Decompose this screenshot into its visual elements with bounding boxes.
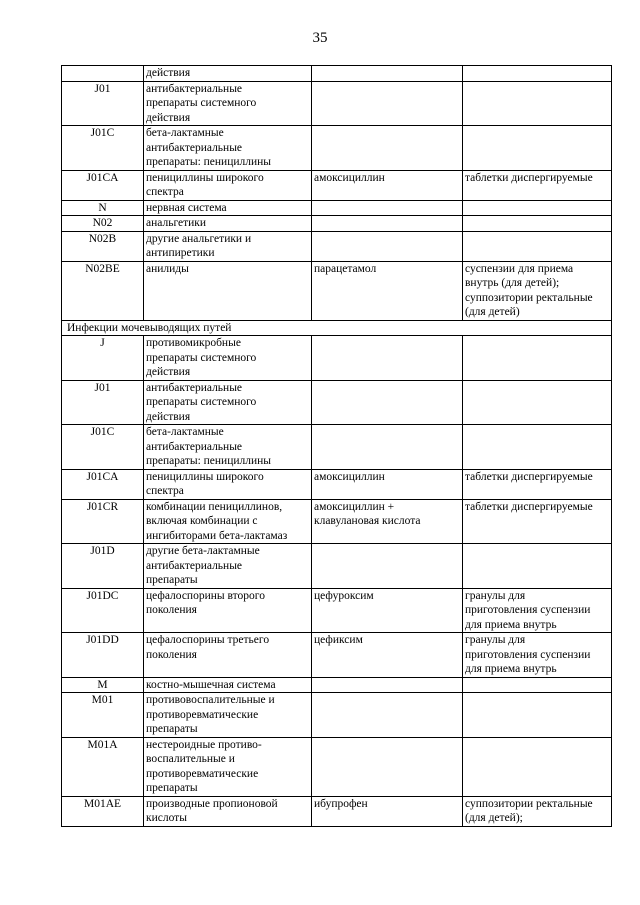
drug-name-cell bbox=[312, 380, 463, 425]
table-row bbox=[62, 499, 612, 544]
atc-code-cell bbox=[62, 66, 144, 82]
dosage-form-cell: таблетки диспергируемые bbox=[463, 170, 612, 200]
atc-code-cell: N02BE bbox=[62, 261, 144, 320]
dosage-form-cell bbox=[463, 380, 612, 425]
atc-code-cell: J01D bbox=[62, 544, 144, 589]
section-title: Инфекции мочевыводящих путей bbox=[62, 320, 612, 336]
group-name-cell: антибактериальные препараты системного действия bbox=[144, 81, 312, 126]
dosage-form-cell bbox=[463, 200, 612, 216]
table-row bbox=[62, 633, 612, 678]
table-row bbox=[62, 200, 612, 216]
group-name-cell: противомикробные препараты системного действия bbox=[144, 336, 312, 381]
drug-name-cell bbox=[312, 126, 463, 171]
atc-code-cell: N02 bbox=[62, 216, 144, 232]
dosage-form-cell bbox=[463, 336, 612, 381]
group-name-cell: производные пропионовой кислоты bbox=[144, 796, 312, 826]
group-name-cell: цефалоспорины второго поколения bbox=[144, 588, 312, 633]
atc-code-cell: J01C bbox=[62, 425, 144, 470]
table-row bbox=[62, 231, 612, 261]
section-row bbox=[62, 320, 612, 336]
group-name-cell: антибактериальные препараты системного действия bbox=[144, 380, 312, 425]
drug-name-cell: амоксициллин bbox=[312, 170, 463, 200]
atc-code-cell: J01CA bbox=[62, 170, 144, 200]
atc-code-cell: N02B bbox=[62, 231, 144, 261]
drug-name-cell bbox=[312, 81, 463, 126]
atc-code-cell: J01DC bbox=[62, 588, 144, 633]
drug-name-cell: парацетамол bbox=[312, 261, 463, 320]
atc-code-cell: M bbox=[62, 677, 144, 693]
table-row bbox=[62, 737, 612, 796]
table-row bbox=[62, 170, 612, 200]
group-name-cell: комбинации пенициллинов, включая комбинации с ингибиторами бета-лактамаз bbox=[144, 499, 312, 544]
atc-code-cell: N bbox=[62, 200, 144, 216]
drug-name-cell bbox=[312, 216, 463, 232]
table-row bbox=[62, 336, 612, 381]
atc-code-cell: J01C bbox=[62, 126, 144, 171]
drug-name-cell bbox=[312, 336, 463, 381]
table-row bbox=[62, 81, 612, 126]
dosage-form-cell: гранулы для приготовления суспензии для приема внутрь bbox=[463, 588, 612, 633]
table-row bbox=[62, 126, 612, 171]
dosage-form-cell bbox=[463, 126, 612, 171]
group-name-cell: анальгетики bbox=[144, 216, 312, 232]
dosage-form-cell bbox=[463, 81, 612, 126]
drug-name-cell bbox=[312, 677, 463, 693]
group-name-cell: нервная система bbox=[144, 200, 312, 216]
group-name-cell: пенициллины широкого спектра bbox=[144, 170, 312, 200]
atc-code-cell: J01CR bbox=[62, 499, 144, 544]
atc-drug-table bbox=[61, 65, 612, 827]
atc-code-cell: J01CA bbox=[62, 469, 144, 499]
atc-code-cell: J01 bbox=[62, 81, 144, 126]
table-row bbox=[62, 677, 612, 693]
drug-name-cell bbox=[312, 200, 463, 216]
table-row bbox=[62, 469, 612, 499]
drug-name-cell: ибупрофен bbox=[312, 796, 463, 826]
drug-name-cell: цефуроксим bbox=[312, 588, 463, 633]
drug-name-cell bbox=[312, 737, 463, 796]
drug-name-cell bbox=[312, 425, 463, 470]
group-name-cell: анилиды bbox=[144, 261, 312, 320]
dosage-form-cell: таблетки диспергируемые bbox=[463, 499, 612, 544]
dosage-form-cell: суппозитории ректальные (для детей); bbox=[463, 796, 612, 826]
table-body bbox=[62, 66, 612, 827]
group-name-cell: пенициллины широкого спектра bbox=[144, 469, 312, 499]
drug-name-cell bbox=[312, 231, 463, 261]
dosage-form-cell bbox=[463, 544, 612, 589]
drug-name-cell: цефиксим bbox=[312, 633, 463, 678]
dosage-form-cell: гранулы для приготовления суспензии для приема внутрь bbox=[463, 633, 612, 678]
dosage-form-cell bbox=[463, 677, 612, 693]
group-name-cell: противовоспалительные и противоревматические препараты bbox=[144, 693, 312, 738]
table-row bbox=[62, 425, 612, 470]
drug-name-cell: амоксициллин bbox=[312, 469, 463, 499]
dosage-form-cell: суспензии для приема внутрь (для детей); суппозитории ректальные (для детей) bbox=[463, 261, 612, 320]
atc-code-cell: J01DD bbox=[62, 633, 144, 678]
atc-code-cell: J bbox=[62, 336, 144, 381]
table-row bbox=[62, 588, 612, 633]
dosage-form-cell bbox=[463, 693, 612, 738]
group-name-cell: бета-лактамные антибактериальные препараты: пенициллины bbox=[144, 126, 312, 171]
dosage-form-cell bbox=[463, 231, 612, 261]
drug-name-cell bbox=[312, 66, 463, 82]
group-name-cell: другие анальгетики и антипиретики bbox=[144, 231, 312, 261]
dosage-form-cell bbox=[463, 425, 612, 470]
table-row bbox=[62, 544, 612, 589]
atc-code-cell: M01AE bbox=[62, 796, 144, 826]
drug-name-cell bbox=[312, 544, 463, 589]
table-row bbox=[62, 693, 612, 738]
group-name-cell: цефалоспорины третьего поколения bbox=[144, 633, 312, 678]
group-name-cell: костно-мышечная система bbox=[144, 677, 312, 693]
group-name-cell: действия bbox=[144, 66, 312, 82]
table-row bbox=[62, 216, 612, 232]
table-row bbox=[62, 796, 612, 826]
atc-code-cell: J01 bbox=[62, 380, 144, 425]
group-name-cell: нестероидные противо- воспалительные и противоревматические препараты bbox=[144, 737, 312, 796]
drug-name-cell: амоксициллин + клавулановая кислота bbox=[312, 499, 463, 544]
group-name-cell: другие бета-лактамные антибактериальные препараты bbox=[144, 544, 312, 589]
atc-code-cell: M01 bbox=[62, 693, 144, 738]
page-number: 35 bbox=[312, 30, 328, 46]
dosage-form-cell bbox=[463, 216, 612, 232]
drug-name-cell bbox=[312, 693, 463, 738]
table-row bbox=[62, 380, 612, 425]
atc-code-cell: M01A bbox=[62, 737, 144, 796]
table-row bbox=[62, 66, 612, 82]
dosage-form-cell bbox=[463, 737, 612, 796]
group-name-cell: бета-лактамные антибактериальные препараты: пенициллины bbox=[144, 425, 312, 470]
dosage-form-cell bbox=[463, 66, 612, 82]
table-row bbox=[62, 261, 612, 320]
dosage-form-cell: таблетки диспергируемые bbox=[463, 469, 612, 499]
